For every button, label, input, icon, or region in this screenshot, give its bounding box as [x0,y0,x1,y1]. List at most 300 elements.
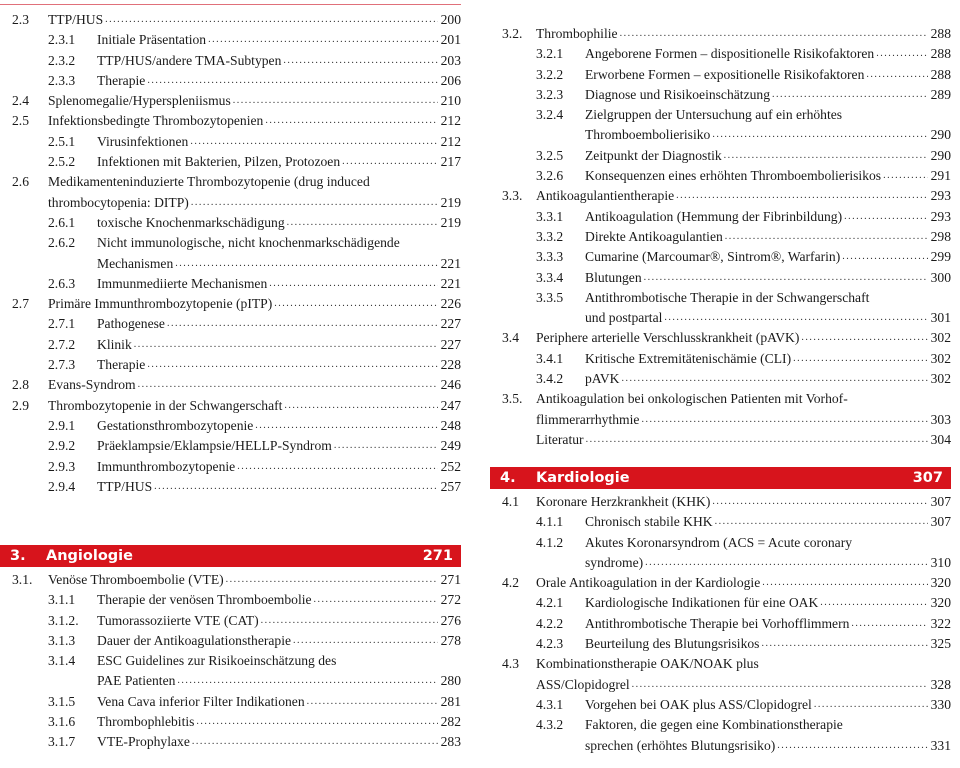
toc-entry[interactable] [0,611,461,631]
dot-leader [190,732,438,752]
toc-entry-title: Blutungen [585,269,642,285]
toc-entry[interactable] [490,65,951,85]
dot-leader [710,125,927,145]
toc-entry-title: Präeklampsie/Eklampsie/HELLP-Syndrom [97,438,332,454]
toc-entry-page: 320 [930,575,951,591]
toc-entry-page: 293 [930,188,951,204]
toc-entry-title: VTE-Prophylaxe [97,734,190,750]
toc-entry-number: 4.1.1 [536,514,564,530]
dot-leader [818,593,927,613]
toc-entry[interactable] [0,314,461,334]
toc-entry-number: 2.7 [12,296,29,312]
toc-entry[interactable] [490,227,951,247]
toc-entry[interactable] [490,593,951,613]
toc-entry-title: ESC Guidelines zur Risikoeinschätzung des [97,653,337,669]
toc-entry-number: 2.7.3 [48,357,76,373]
toc-entry-title: Thromboembolierisiko [585,127,711,143]
dot-leader [282,396,437,416]
dot-leader [759,634,927,654]
chapter-title: Kardiologie [536,470,630,486]
toc-entry-number: 3.1.1 [48,592,76,608]
chapter-number: 4. [500,470,516,486]
toc-entry-title: PAE Patienten [97,673,176,689]
toc-entry-number: 3.2.1 [536,46,564,62]
toc-entry[interactable] [490,369,951,389]
dot-leader [639,410,927,430]
toc-entry-number: 3.2.2 [536,66,564,82]
toc-entry-number: 4.3.1 [536,696,564,712]
toc-entry-page: 325 [930,636,951,652]
toc-entry-page: 293 [930,208,951,224]
toc-entry-number: 4.1 [502,494,519,509]
toc-entry-title: TTP/HUS [97,478,153,494]
toc-entry[interactable] [0,111,461,131]
toc-entry-number: 3.1.4 [48,653,76,669]
toc-entry-page: 278 [440,632,461,648]
dot-leader [165,314,438,334]
toc-entry-page: 247 [440,397,461,413]
toc-entry-title: Kritische Extremitätenischämie (CLI) [585,350,792,366]
toc-entry-title: Akutes Koronarsyndrom (ACS = Acute coronary [585,534,853,550]
toc-entry[interactable] [490,186,951,206]
toc-entry-title: Evans-Syndrom [48,377,136,393]
dot-leader [189,193,438,213]
toc-entry-number: 2.3.2 [48,52,76,68]
toc-entry-number: 3.4.2 [536,371,564,387]
chapter-page: 271 [422,548,453,564]
toc-entry-page: 299 [930,249,951,265]
toc-entry-title: toxische Knochenmarkschädigung [97,214,285,230]
toc-entry-title: Klinik [97,336,132,352]
toc-entry-page: 212 [440,133,461,149]
toc-entry-title: Kombinationstherapie OAK/NOAK plus [536,656,759,672]
toc-entry[interactable] [490,24,951,44]
toc-entry-title: Thrombophlebitis [97,714,195,730]
dot-leader [103,10,437,30]
toc-entry-title: Mechanismen [97,255,174,271]
toc-entry-title: Kardiologische Indikationen für eine OAK [585,595,819,611]
dot-leader [881,166,928,186]
toc-entry-number: 3.3.2 [536,228,564,244]
toc-entry[interactable] [0,91,461,111]
toc-entry-page: 302 [930,350,951,366]
toc-entry-page: 221 [440,255,461,271]
toc-entry-page: 252 [440,458,461,474]
toc-entry[interactable] [0,396,461,416]
toc-list-right-bottom [490,492,951,756]
toc-entry-number: 3.1.6 [48,714,76,730]
toc-entry-page: 217 [440,154,461,170]
toc-entry-number: 3.2.5 [536,147,564,163]
toc-entry[interactable] [0,570,461,590]
toc-entry-title: Virusinfektionen [97,133,189,149]
dot-leader [864,65,927,85]
toc-entry-number: 4.2.1 [536,595,564,611]
toc-entry-title: Infektionen mit Bakterien, Pilzen, Protozoen [97,154,341,170]
toc-entry[interactable] [490,288,951,329]
toc-entry-page: 304 [930,431,951,447]
toc-entry[interactable] [490,614,951,634]
toc-entry[interactable] [490,634,951,654]
dot-leader [291,631,438,651]
toc-entry-number: 2.6.2 [48,235,76,251]
dot-leader [173,254,437,274]
toc-entry-number: 2.5.1 [48,133,76,149]
toc-entry-number: 2.9.2 [48,438,76,454]
dot-leader [145,355,437,375]
dot-leader [281,51,437,71]
toc-entry-page: 227 [440,336,461,352]
toc-entry-title: Antikoagulation (Hemmung der Fibrinbildung) [585,208,843,224]
dot-leader [584,430,928,450]
toc-entry-title: Zeitpunkt der Diagnostik [585,147,722,163]
toc-entry[interactable] [0,233,461,274]
toc-entry-title: flimmerarrhythmie [536,411,640,427]
dot-leader [267,274,437,294]
toc-entry-title: Zielgruppen der Untersuchung auf ein erhöhtes [585,107,843,123]
dot-leader [760,573,927,593]
toc-entry-title: Erworbene Formen – expositionelle Risikofaktoren [585,66,865,82]
toc-entry[interactable] [0,30,461,50]
toc-entry-title: sprechen (erhöhtes Blutungsrisiko) [585,737,776,753]
toc-entry-title: Vena Cava inferior Filter Indikationen [97,693,305,709]
toc-entry[interactable] [490,715,951,756]
toc-entry-page: 246 [440,377,461,393]
toc-entry[interactable] [490,349,951,369]
toc-entry-title: Diagnose und Risikoeinschätzung [585,86,770,102]
dot-leader [340,152,437,172]
toc-entry-number: 3.1.5 [48,693,76,709]
toc-entry[interactable] [0,651,461,692]
toc-entry-page: 200 [440,12,461,27]
toc-entry-page: 212 [440,113,461,129]
dot-leader [272,294,437,314]
toc-entry-title: Primäre Immunthrombozytopenie (pITP) [48,296,273,312]
dot-leader [643,553,927,573]
toc-entry-number: 3.3. [502,188,523,204]
toc-entry-title: Tumorassoziierte VTE (CAT) [97,612,259,628]
dot-leader [305,692,438,712]
toc-entry-title: Cumarine (Marcoumar®, Sintrom®, Warfarin) [585,249,841,265]
toc-entry-title: thrombocytopenia: DITP) [48,194,189,210]
toc-entry-number: 4.2.2 [536,615,564,631]
toc-entry-title: Medikamenteninduzierte Thrombozytopenie (drug induced [48,174,370,190]
dot-leader [799,328,927,348]
toc-entry-page: 330 [930,696,951,712]
toc-entry[interactable] [0,51,461,71]
toc-entry[interactable] [0,732,461,752]
toc-entry-page: 210 [440,93,461,109]
dot-leader [145,71,437,91]
toc-entry-number: 4.3.2 [536,717,564,733]
toc-entry-title: Thrombozytopenie in der Schwangerschaft [48,397,283,413]
dot-leader [674,186,927,206]
toc-entry[interactable] [0,355,461,375]
header-rule [0,4,461,5]
toc-entry-title: Splenomegalie/Hyperspleniismus [48,93,231,109]
dot-leader [840,247,927,267]
toc-entry-title: pAVK [585,371,620,387]
dot-leader [630,675,928,695]
toc-entry-title: Antikoagulation bei onkologischen Patienten mit Vorhof- [536,391,848,407]
dot-leader [770,85,928,105]
toc-entry-number: 2.5.2 [48,154,76,170]
toc-entry-page: 302 [930,330,951,346]
toc-entry-page: 320 [930,595,951,611]
toc-entry-number: 3.2.6 [536,168,564,184]
toc-entry-title: Nicht immunologische, nicht knochenmarkschädigende [97,235,400,251]
toc-entry[interactable] [490,512,951,532]
toc-entry-title: Antikoagulantientherapie [536,188,675,204]
toc-entry[interactable] [0,71,461,91]
toc-entry[interactable] [490,533,951,574]
toc-entry-page: 291 [930,168,951,184]
toc-entry-number: 3.2.3 [536,86,564,102]
toc-entry-title: Immunmediierte Mechanismen [97,275,268,291]
toc-entry-number: 3.5. [502,391,523,407]
dot-leader [132,335,438,355]
dot-leader [723,227,928,247]
toc-entry-number: 2.6 [12,174,29,190]
toc-entry-number: 2.3.3 [48,72,76,88]
toc-entry-title: Dauer der Antikoagulationstherapie [97,632,292,648]
toc-entry-number: 2.6.3 [48,275,76,291]
toc-entry-title: syndrome) [585,554,644,570]
dot-leader [842,207,927,227]
toc-entry[interactable] [0,172,461,213]
dot-leader [710,492,927,512]
toc-entry-number: 2.6.1 [48,214,76,230]
chapter-heading-kardiologie[interactable] [490,467,951,489]
toc-entry-title: Infektionsbedingte Thrombozytopenien [48,113,264,129]
toc-entry[interactable] [0,132,461,152]
dot-leader [642,268,928,288]
toc-entry-title: Immunthrombozytopenie [97,458,236,474]
dot-leader [812,695,928,715]
toc-entry[interactable] [0,436,461,456]
toc-entry[interactable] [0,457,461,477]
toc-entry-title: Pathogenese [97,316,165,332]
toc-entry[interactable] [0,152,461,172]
toc-entry-page: 271 [440,572,461,587]
toc-entry-number: 3.3.3 [536,249,564,265]
toc-entry-title: Orale Antikoagulation in der Kardiologie [536,575,761,591]
toc-entry-title: Konsequenzen eines erhöhten Thromboembolierisikos [585,168,882,184]
dot-leader [206,30,438,50]
toc-entry-title: Periphere arterielle Verschlusskrankheit (pAVK) [536,330,800,346]
toc-entry-page: 203 [440,52,461,68]
toc-entry-page: 201 [440,32,461,48]
toc-entry[interactable] [490,573,951,593]
toc-entry-page: 303 [930,411,951,427]
toc-entry-title: Koronare Herzkrankheit (KHK) [536,494,711,509]
dot-leader [253,416,437,436]
toc-entry[interactable] [490,247,951,267]
toc-entry-number: 3.3.5 [536,289,564,305]
toc-entry[interactable] [0,590,461,610]
toc-entry[interactable] [0,416,461,436]
toc-entry-number: 2.3 [12,12,29,27]
toc-entry[interactable] [490,166,951,186]
dot-leader [285,213,438,233]
toc-entry-title: Gestationsthrombozytopenie [97,417,254,433]
dot-leader [620,369,928,389]
toc-entry-number: 3.2.4 [536,107,564,123]
toc-entry[interactable] [490,654,951,695]
toc-entry-number: 2.9.3 [48,458,76,474]
toc-entry[interactable] [0,294,461,314]
toc-entry-title: Direkte Antikoagulantien [585,228,723,244]
toc-entry-page: 307 [930,494,951,509]
toc-entry[interactable] [0,213,461,233]
toc-entry-number: 2.9 [12,397,29,413]
toc-entry-page: 227 [440,316,461,332]
toc-entry[interactable] [490,85,951,105]
toc-entry-page: 331 [930,737,951,753]
toc-entry-page: 288 [930,26,951,41]
dot-leader [194,712,437,732]
dot-leader [874,44,927,64]
toc-entry-page: 257 [440,478,461,494]
toc-entry-page: 290 [930,147,951,163]
toc-entry-title: Antithrombotische Therapie in der Schwangerschaft [585,289,870,305]
dot-leader [188,132,437,152]
toc-entry-page: 322 [930,615,951,631]
toc-entry-number: 4.2.3 [536,636,564,652]
toc-entry-page: 302 [930,371,951,387]
toc-entry-page: 219 [440,214,461,230]
dot-leader [224,570,438,590]
toc-entry-page: 226 [440,296,461,312]
toc-entry[interactable] [0,274,461,294]
toc-entry-page: 248 [440,417,461,433]
toc-entry[interactable] [490,105,951,146]
toc-entry-title: Therapie [97,72,146,88]
toc-entry[interactable] [490,389,951,430]
toc-list-left-bottom [0,570,461,753]
toc-entry-title: Angeborene Formen – dispositionelle Risikofaktoren [585,46,875,62]
toc-entry-title: Venöse Thromboembolie (VTE) [48,572,224,587]
toc-entry-page: 300 [930,269,951,285]
toc-entry-page: 298 [930,228,951,244]
toc-entry-number: 3.1. [12,572,33,587]
toc-entry-number: 2.7.1 [48,316,76,332]
toc-entry-page: 301 [930,310,951,326]
toc-entry[interactable] [0,335,461,355]
toc-entry-page: 272 [440,592,461,608]
toc-entry-page: 280 [440,673,461,689]
toc-entry-title: Therapie der venösen Thromboembolie [97,592,312,608]
toc-entry-number: 3.4.1 [536,350,564,366]
toc-entry[interactable] [490,695,951,715]
toc-entry-number: 2.7.2 [48,336,76,352]
toc-entry-page: 276 [440,612,461,628]
toc-entry-title: ASS/Clopidogrel [536,676,630,692]
toc-entry-title: Therapie [97,357,146,373]
toc-entry-page: 206 [440,72,461,88]
toc-entry-page: 228 [440,357,461,373]
dot-leader [722,146,928,166]
toc-entry[interactable] [490,268,951,288]
toc-entry[interactable] [0,477,461,497]
dot-leader [231,91,438,111]
toc-entry[interactable] [0,10,461,30]
toc-entry-page: 221 [440,275,461,291]
toc-entry-number: 4.2 [502,575,519,591]
toc-entry-title: Thrombophilie [536,26,618,41]
dot-leader [259,611,438,631]
toc-entry[interactable] [490,146,951,166]
toc-entry-page: 328 [930,676,951,692]
toc-entry-number: 2.5 [12,113,29,129]
toc-entry-number: 2.9.4 [48,478,76,494]
dot-leader [849,614,927,634]
toc-entry-title: TTP/HUS/andere TMA-Subtypen [97,52,282,68]
toc-entry-page: 281 [440,693,461,709]
toc-entry-number: 2.4 [12,93,29,109]
dot-leader [235,457,437,477]
dot-leader [662,308,927,328]
chapter-page: 307 [912,470,943,486]
toc-entry[interactable] [490,207,951,227]
toc-entry-number: 2.9.1 [48,417,76,433]
toc-entry-page: 249 [440,438,461,454]
toc-entry[interactable] [490,492,951,512]
toc-entry-page: 310 [930,554,951,570]
toc-entry-number: 3.1.3 [48,632,76,648]
toc-entry[interactable] [490,430,951,450]
toc-entry-page: 219 [440,194,461,210]
dot-leader [618,24,928,44]
chapter-heading-angiologie[interactable] [0,545,461,567]
dot-leader [775,736,927,756]
toc-entry-title: Initiale Präsentation [97,32,207,48]
toc-entry-number: 3.4 [502,330,519,346]
toc-entry-page: 290 [930,127,951,143]
toc-entry-number: 3.1.7 [48,734,76,750]
toc-entry-title: Vorgehen bei OAK plus ASS/Clopidogrel [585,696,812,712]
toc-entry-page: 289 [930,86,951,102]
toc-entry-page: 307 [930,514,951,530]
toc-entry[interactable] [0,692,461,712]
toc-entry-title: Chronisch stabile KHK [585,514,713,530]
toc-entry-number: 2.8 [12,377,29,393]
dot-leader [312,590,438,610]
toc-entry-page: 288 [930,66,951,82]
dot-leader [791,349,928,369]
toc-entry[interactable] [0,712,461,732]
toc-entry-number: 3.2. [502,26,523,41]
toc-entry-number: 3.3.1 [536,208,564,224]
toc-entry-title: Antithrombotische Therapie bei Vorhofflimmern [585,615,850,631]
toc-entry[interactable] [490,44,951,64]
toc-entry-number: 2.3.1 [48,32,76,48]
toc-entry-page: 288 [930,46,951,62]
toc-entry-number: 4.1.2 [536,534,564,550]
toc-entry-page: 283 [440,734,461,750]
toc-entry[interactable] [0,631,461,651]
toc-entry-page: 282 [440,714,461,730]
dot-leader [136,375,438,395]
toc-entry[interactable] [0,375,461,395]
dot-leader [263,111,437,131]
chapter-title: Angiologie [46,548,133,564]
toc-entry-title: TTP/HUS [48,12,104,27]
toc-entry-title: Faktoren, die gegen eine Kombinationstherapie [585,717,843,733]
toc-entry[interactable] [490,328,951,348]
toc-entry-number: 3.3.4 [536,269,564,285]
dot-leader [332,436,438,456]
